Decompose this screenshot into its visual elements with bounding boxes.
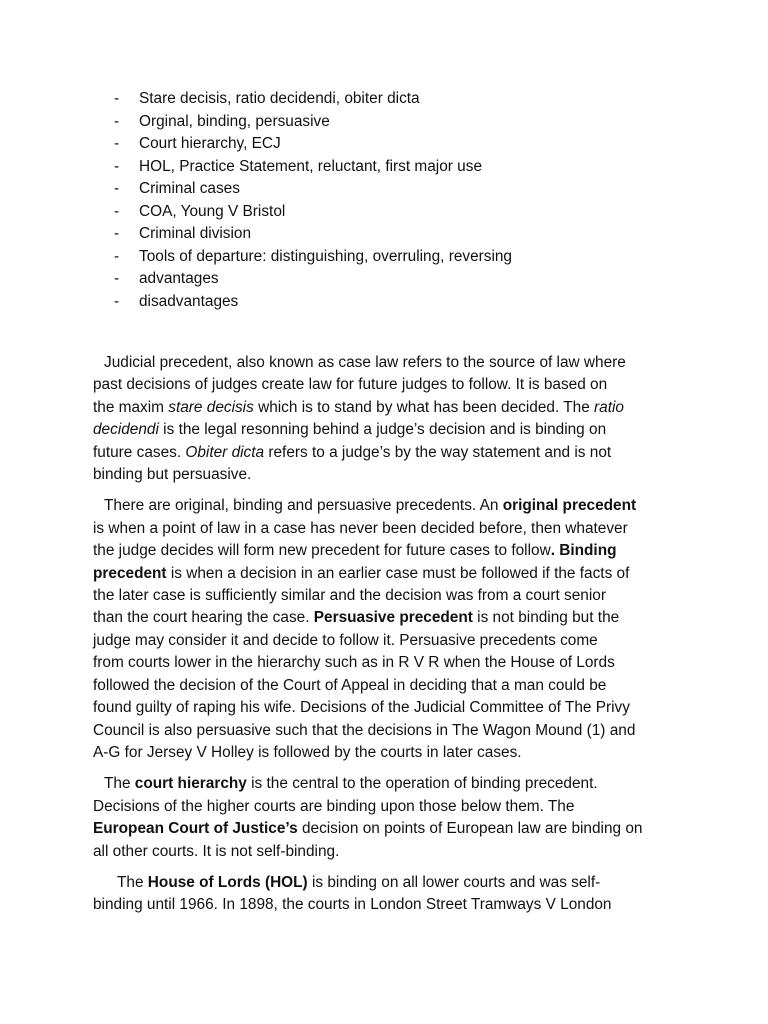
dash-bullet: - (114, 247, 120, 265)
essay-body (93, 352, 683, 926)
text-line (93, 540, 683, 562)
text-line (93, 563, 683, 585)
text-line: is when a point of law in a case has never been decided before, then whatever (93, 519, 628, 537)
bold-term: European Court of Justice’s (93, 820, 298, 838)
text-line: from courts lower in the hierarchy such as in R V R when the House of Lords (93, 654, 615, 672)
text-run: the maxim (93, 398, 169, 416)
dash-bullet: - (114, 135, 120, 152)
outline-item-text: HOL, Practice Statement, reluctant, first major use (139, 157, 482, 175)
topic-outline-list (114, 88, 674, 313)
bold-term: court hierarchy (134, 775, 247, 793)
text-line (93, 495, 683, 517)
text-run: is the legal resonning behind a judge’s decision and is binding on (158, 421, 607, 439)
text-run: decision on points of European law are binding on (297, 820, 643, 838)
outline-item-text: Orginal, binding, persuasive (139, 112, 330, 130)
paragraph-house-of-lords (93, 872, 683, 917)
outline-item (114, 178, 674, 201)
outline-item (114, 201, 674, 224)
text-line (93, 352, 683, 374)
text-line (93, 773, 683, 795)
paragraph-court-hierarchy (93, 773, 683, 863)
italic-term: decidendi (93, 421, 159, 439)
dash-bullet: - (114, 225, 120, 242)
text-run: future cases. (93, 443, 186, 461)
text-run: is when a decision in an earlier case must be followed if the facts of (166, 564, 630, 582)
outline-item (114, 156, 674, 179)
dash-bullet: - (114, 180, 120, 197)
outline-item-text: Court hierarchy, ECJ (139, 135, 281, 152)
italic-term: Obiter dicta (185, 443, 265, 461)
bold-term: . Binding (550, 542, 617, 560)
outline-item (114, 246, 674, 269)
text-line (93, 397, 683, 419)
outline-item (114, 88, 674, 111)
outline-item-text: disadvantages (139, 292, 239, 310)
text-run: Judicial precedent, also known as case law refers to the source of law where (104, 354, 626, 371)
text-line: followed the decision of the Court of Appeal in deciding that a man could be (93, 676, 607, 694)
dash-bullet: - (114, 157, 120, 175)
bold-term: original precedent (502, 497, 637, 515)
text-line: Council is also persuasive such that the decisions in The Wagon Mound (1) and (93, 721, 636, 739)
text-line: all other courts. It is not self-binding. (93, 842, 340, 860)
outline-item-text: advantages (139, 270, 219, 287)
text-run: The (104, 775, 135, 793)
dash-bullet: - (114, 90, 120, 107)
text-run: The (117, 873, 148, 891)
dash-bullet: - (114, 292, 120, 310)
text-line: the later case is sufficiently similar and the decision was from a court senior (93, 587, 606, 605)
bold-term: precedent (93, 564, 167, 582)
italic-term: ratio (594, 398, 624, 416)
text-run: which is to stand by what has been decided. The (253, 398, 595, 416)
bold-term: House of Lords (HOL) (147, 873, 308, 891)
text-run: the judge decides will form new precedent for future cases to follow (93, 542, 551, 560)
text-line: A-G for Jersey V Holley is followed by the courts in later cases. (93, 743, 522, 761)
text-run: is the central to the operation of binding precedent. (246, 775, 598, 793)
dash-bullet: - (114, 270, 120, 287)
outline-item-text: Criminal cases (139, 180, 240, 197)
paragraph-judicial-precedent (93, 352, 683, 486)
text-line: judge may consider it and decide to follow it. Persuasive precedents come (93, 631, 598, 649)
italic-term: stare decisis (168, 398, 254, 416)
text-line: binding but persuasive. (93, 466, 252, 484)
dash-bullet: - (114, 202, 120, 220)
outline-item (114, 133, 674, 156)
text-line: Decisions of the higher courts are binding upon those below them. The (93, 797, 575, 815)
outline-item-text: COA, Young V Bristol (139, 202, 286, 220)
text-line: past decisions of judges create law for future judges to follow. It is based on (93, 376, 608, 394)
dash-bullet: - (114, 112, 120, 130)
bold-term: Persuasive precedent (313, 609, 473, 627)
paragraph-types-of-precedent (93, 495, 683, 764)
text-line (93, 872, 683, 894)
outline-item-text: Tools of departure: distinguishing, overruling, reversing (139, 247, 512, 265)
text-line: found guilty of raping his wife. Decisions of the Judicial Committee of The Privy (93, 699, 630, 717)
outline-item (114, 268, 674, 291)
outline-item (114, 223, 674, 246)
text-line (93, 607, 683, 629)
text-line (93, 818, 683, 840)
outline-item-text: Stare decisis, ratio decidendi, obiter dicta (139, 90, 420, 107)
text-run: There are original, binding and persuasive precedents. An (104, 497, 503, 515)
outline-item-text: Criminal division (139, 225, 252, 242)
outline-item (114, 111, 674, 134)
text-run: is not binding but the (472, 609, 620, 627)
text-line (93, 442, 683, 464)
text-run: is binding on all lower courts and was self- (307, 873, 601, 891)
text-line: binding until 1966. In 1898, the courts in London Street Tramways V London (93, 896, 612, 914)
text-line (93, 419, 683, 441)
text-run: than the court hearing the case. (93, 609, 314, 627)
outline-item (114, 291, 674, 314)
text-run: refers to a judge’s by the way statement and is not (264, 443, 612, 461)
